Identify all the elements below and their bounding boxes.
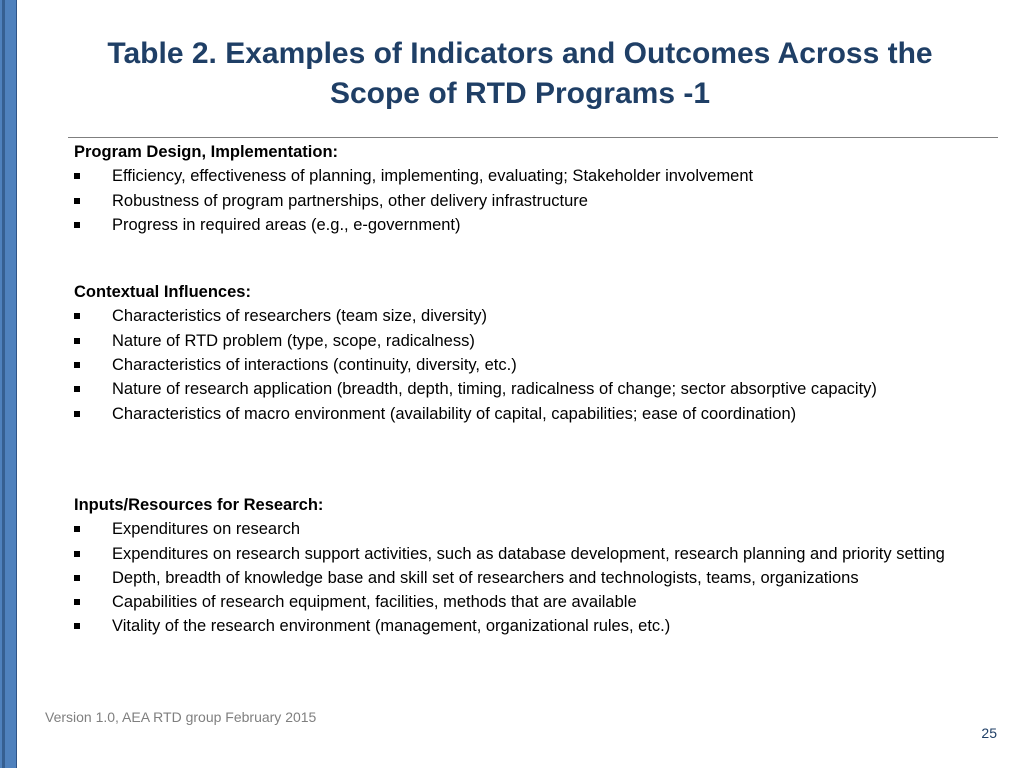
list-item (74, 213, 1004, 237)
section-heading: Contextual Influences: (74, 283, 251, 302)
bullet-list (74, 517, 1004, 638)
square-bullet-icon (74, 386, 80, 392)
list-item (74, 542, 1004, 566)
list-item (74, 164, 1004, 188)
square-bullet-icon (74, 599, 80, 605)
section-spacer (74, 237, 1004, 280)
list-item (74, 402, 1004, 426)
list-item-text: Progress in required areas (e.g., e-government) (112, 215, 461, 234)
list-item (74, 614, 1004, 638)
slide-accent-bar-stripe (2, 0, 5, 768)
square-bullet-icon (74, 173, 80, 179)
square-bullet-icon (74, 222, 80, 228)
list-item-text: Characteristics of macro environment (availability of capital, capabilities; ease of coordination) (112, 404, 797, 423)
list-item (74, 590, 1004, 614)
square-bullet-icon (74, 575, 80, 581)
list-item (74, 329, 1004, 353)
square-bullet-icon (74, 362, 80, 368)
list-item-text: Expenditures on research support activities, such as database development, research planning and priority setting (112, 544, 945, 563)
list-item-text: Characteristics of interactions (continuity, diversity, etc.) (112, 356, 517, 375)
section-contextual-influences (74, 280, 1004, 426)
slide-content (74, 140, 1004, 639)
square-bullet-icon (74, 338, 80, 344)
section-spacer (74, 426, 1004, 493)
slide-accent-bar (0, 0, 17, 768)
list-item (74, 353, 1004, 377)
list-item-text: Vitality of the research environment (management, organizational rules, etc.) (112, 617, 671, 636)
bullet-list (74, 164, 1004, 237)
section-inputs-resources (74, 493, 1004, 639)
section-program-design (74, 140, 1004, 237)
square-bullet-icon (74, 526, 80, 532)
square-bullet-icon (74, 623, 80, 629)
list-item-text: Nature of research application (breadth, depth, timing, radicalness of change; sector absorptive capacity) (112, 380, 877, 399)
list-item-text: Efficiency, effectiveness of planning, implementing, evaluating; Stakeholder involvement (112, 167, 754, 186)
list-item (74, 189, 1004, 213)
square-bullet-icon (74, 198, 80, 204)
list-item-text: Characteristics of researchers (team size, diversity) (112, 307, 488, 326)
square-bullet-icon (74, 313, 80, 319)
list-item (74, 566, 1004, 590)
list-item-text: Expenditures on research (112, 520, 301, 539)
section-heading: Inputs/Resources for Research: (74, 495, 324, 514)
slide-footer: Version 1.0, AEA RTD group February 2015 (45, 709, 317, 725)
page-number: 25 (981, 725, 997, 741)
list-item (74, 377, 1004, 401)
list-item-text: Robustness of program partnerships, other delivery infrastructure (112, 191, 588, 210)
list-item-text: Capabilities of research equipment, facilities, methods that are available (112, 593, 637, 612)
list-item-text: Depth, breadth of knowledge base and skill set of researchers and technologists, teams, organizations (112, 568, 859, 587)
list-item-text: Nature of RTD problem (type, scope, radicalness) (112, 331, 475, 350)
list-item (74, 517, 1004, 541)
square-bullet-icon (74, 411, 80, 417)
slide-title: Table 2. Examples of Indicators and Outcomes Across the Scope of RTD Programs -1 (107, 37, 933, 110)
list-item (74, 304, 1004, 328)
bullet-list (74, 304, 1004, 425)
square-bullet-icon (74, 551, 80, 557)
section-heading: Program Design, Implementation: (74, 143, 339, 161)
title-divider (68, 137, 998, 138)
